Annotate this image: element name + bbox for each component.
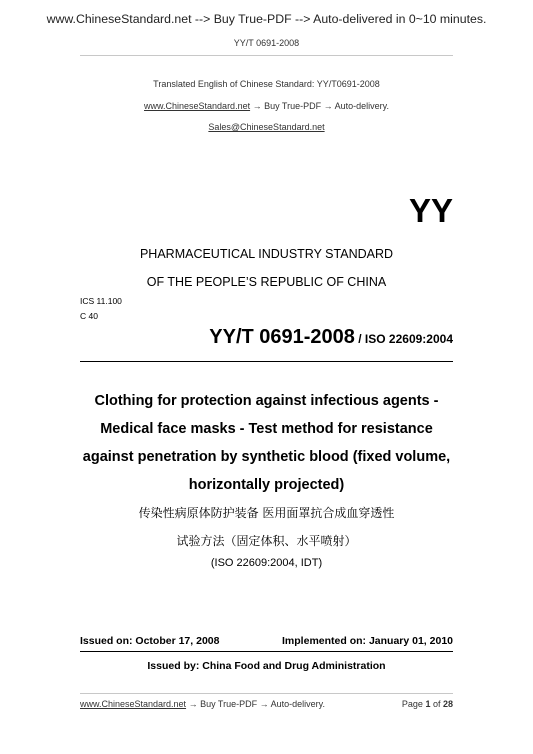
iso-equivalent: / ISO 22609:2004 <box>354 332 453 346</box>
standard-type-line1: PHARMACEUTICAL INDUSTRY STANDARD <box>139 247 394 261</box>
page-of-label: of <box>430 699 443 709</box>
buy-line <box>0 101 533 111</box>
buy-line-text: → Buy True-PDF → Auto-delivery. <box>250 101 389 111</box>
page-indicator <box>402 699 453 709</box>
footer-site-link[interactable]: www.ChineseStandard.net <box>80 699 187 709</box>
standard-type-line2: OF THE PEOPLE’S REPUBLIC OF CHINA <box>146 275 387 289</box>
footer-buy-text: → Buy True-PDF → Auto-delivery. <box>186 699 325 709</box>
sales-email-link[interactable]: Sales@ChineseStandard.net <box>208 122 325 132</box>
ccs-code: C 40 <box>80 311 98 321</box>
standard-mark: YY <box>408 192 453 229</box>
standard-code: YY/T 0691-2008 <box>209 326 355 348</box>
title-divider <box>80 361 453 362</box>
email-line <box>0 122 533 132</box>
footer <box>80 699 453 709</box>
standard-number <box>209 326 453 349</box>
adoption-note: (ISO 22609:2004, IDT) <box>210 557 323 569</box>
title-cn-line1: 传染性病原体防护装备 医用面罩抗合成血穿透性 <box>138 506 395 520</box>
page-number: 1 <box>425 699 431 709</box>
title-en-line2: Medical face masks - Test method for resistance <box>100 421 433 437</box>
page-total: 28 <box>442 699 453 709</box>
chinesestandard-link[interactable]: www.ChineseStandard.net <box>144 101 251 111</box>
issued-date: Issued on: October 17, 2008 <box>80 635 220 647</box>
top-banner: www.ChineseStandard.net --> Buy True-PDF --> Auto-delivered in 0~10 minutes. <box>46 12 487 26</box>
page-label: Page <box>401 699 426 709</box>
header-divider <box>80 55 453 56</box>
title-en-line4: horizontally projected) <box>188 477 345 493</box>
date-row <box>80 635 453 647</box>
translation-note: Translated English of Chinese Standard: YY/T0691-2008 <box>153 79 380 89</box>
ics-code: ICS 11.100 <box>80 296 122 306</box>
title-en-line1: Clothing for protection against infectious agents - <box>94 393 439 409</box>
footer-divider <box>80 693 453 694</box>
title-en-line3: against penetration by synthetic blood (fixed volume, <box>82 449 451 465</box>
implemented-date: Implemented on: January 01, 2010 <box>282 635 453 647</box>
header-doc-code: YY/T 0691-2008 <box>233 38 300 48</box>
title-cn-line2: 试验方法（固定体积、水平喷射） <box>176 534 357 548</box>
issuing-authority: Issued by: China Food and Drug Administration <box>147 660 386 672</box>
issue-divider <box>80 651 453 652</box>
